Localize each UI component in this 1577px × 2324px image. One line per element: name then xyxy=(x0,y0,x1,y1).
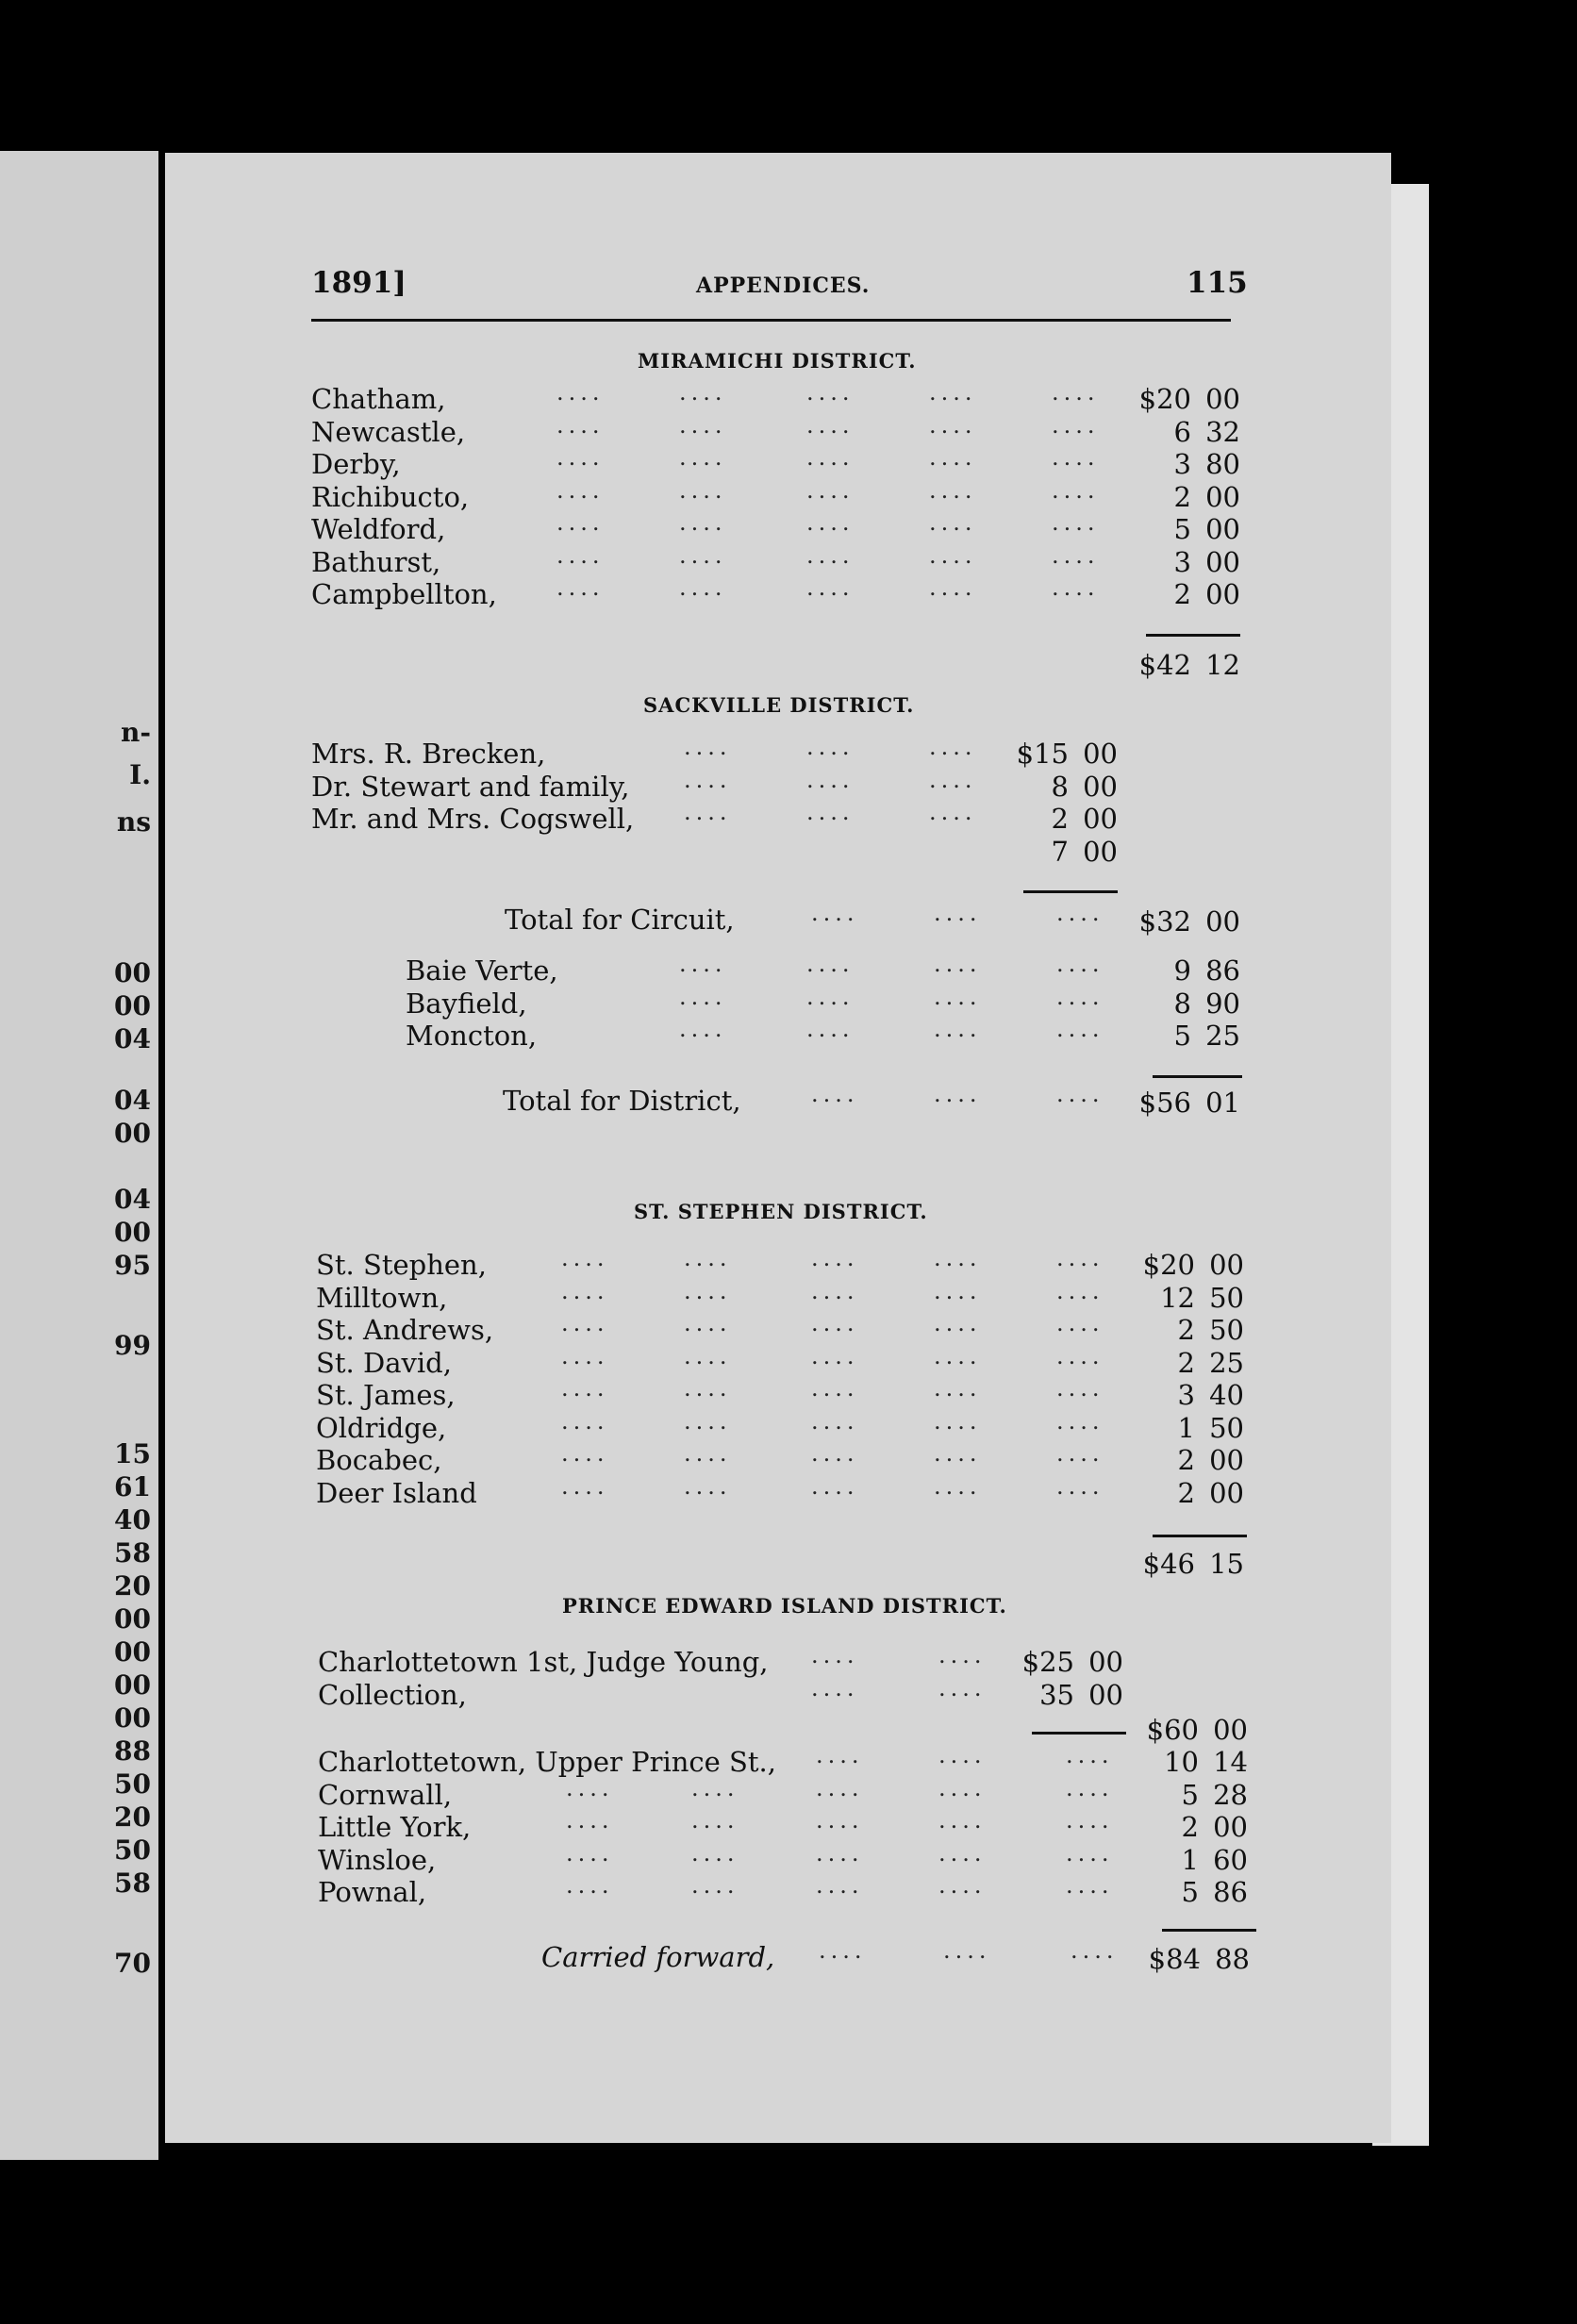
leader-dots: .... xyxy=(806,509,855,536)
carried-label: Carried forward, xyxy=(541,1941,775,1973)
leader-dots: .... xyxy=(811,1375,859,1402)
leader-dots: .... xyxy=(806,799,855,825)
leader-dots: .... xyxy=(566,1807,614,1834)
entry-name: Dr. Stewart and family, xyxy=(311,770,630,803)
entry-name: Chatham, xyxy=(311,383,446,415)
entry-name: St. David, xyxy=(316,1346,452,1379)
leader-dots: .... xyxy=(934,1245,982,1271)
leader-dots: .... xyxy=(938,1642,987,1668)
left-page-text: 00 xyxy=(114,1702,151,1734)
leader-dots: .... xyxy=(684,1440,732,1467)
leader-dots: .... xyxy=(816,1742,864,1768)
leader-dots: .... xyxy=(811,1081,859,1107)
leader-dots: .... xyxy=(806,766,855,793)
leader-dots: .... xyxy=(684,1342,732,1370)
leader-dots: .... xyxy=(1056,1245,1104,1271)
leader-dots: .... xyxy=(1056,951,1104,977)
circuit-label: Total for Circuit, xyxy=(505,904,735,936)
leader-dots: .... xyxy=(1052,444,1100,471)
leader-dots: .... xyxy=(1052,476,1100,504)
entry-amount: 3 80 xyxy=(1173,448,1240,480)
entry-name: Moncton, xyxy=(406,1020,538,1052)
entry-amount: 2 25 xyxy=(1177,1346,1244,1379)
leader-dots: .... xyxy=(561,1375,609,1402)
leader-dots: .... xyxy=(561,1245,609,1271)
entry-amount: 3 40 xyxy=(1177,1379,1244,1411)
leader-dots: .... xyxy=(556,476,605,504)
leader-dots: .... xyxy=(1052,411,1100,439)
leader-dots: .... xyxy=(679,509,727,536)
leader-dots: .... xyxy=(934,1277,982,1304)
leader-dots: .... xyxy=(679,411,727,439)
left-page-text: 00 xyxy=(114,957,151,988)
leader-dots: .... xyxy=(934,1440,982,1467)
leader-dots: .... xyxy=(679,951,727,977)
leader-dots: .... xyxy=(816,1807,864,1834)
entry-amount: 2 00 xyxy=(1173,480,1240,513)
district-label: Total for District, xyxy=(503,1085,741,1117)
leader-dots: .... xyxy=(679,541,727,569)
leader-dots: .... xyxy=(566,1839,614,1867)
total-rule xyxy=(1162,1929,1256,1932)
leader-dots: .... xyxy=(811,1342,859,1370)
left-page-text: 88 xyxy=(114,1735,151,1767)
leader-dots: .... xyxy=(691,1839,739,1867)
leader-dots: .... xyxy=(811,1277,859,1304)
leader-dots: .... xyxy=(679,983,727,1010)
entry-name: Bathurst, xyxy=(311,545,441,578)
leader-dots: .... xyxy=(556,509,605,536)
leader-dots: .... xyxy=(929,444,977,471)
entry-amount: 8 00 xyxy=(1051,770,1118,803)
left-page-text: 50 xyxy=(114,1768,151,1800)
left-page-text: 95 xyxy=(114,1250,151,1281)
leader-dots: .... xyxy=(1066,1774,1114,1801)
entry-amount: 12 50 xyxy=(1160,1281,1244,1314)
leader-dots: .... xyxy=(934,951,982,977)
leader-dots: .... xyxy=(806,734,855,760)
left-page-text: 04 xyxy=(114,1023,151,1054)
entry-amount: 2 00 xyxy=(1177,1444,1244,1476)
leader-dots: .... xyxy=(684,1310,732,1336)
leader-dots: .... xyxy=(934,1342,982,1370)
entry-amount: 5 25 xyxy=(1173,1020,1240,1052)
leader-dots: .... xyxy=(811,1407,859,1435)
entry-amount: $20 00 xyxy=(1138,383,1240,415)
leader-dots: .... xyxy=(806,411,855,439)
entry-name: Weldford, xyxy=(311,513,446,545)
entry-amount: 2 00 xyxy=(1177,1476,1244,1509)
leader-dots: .... xyxy=(566,1774,614,1801)
leader-dots: .... xyxy=(811,1642,859,1668)
leader-dots: .... xyxy=(1056,1277,1104,1304)
leader-dots: .... xyxy=(1056,1440,1104,1467)
entry-name: Oldridge, xyxy=(316,1411,447,1444)
leader-dots: .... xyxy=(934,1472,982,1500)
leader-dots: .... xyxy=(811,1310,859,1336)
leader-dots: .... xyxy=(561,1440,609,1467)
leader-dots: .... xyxy=(929,799,977,825)
leader-dots: .... xyxy=(556,379,605,406)
leader-dots: .... xyxy=(1056,1472,1104,1500)
left-page-text: 20 xyxy=(114,1801,151,1833)
leader-dots: .... xyxy=(934,1407,982,1435)
leader-dots: .... xyxy=(561,1277,609,1304)
leader-dots: .... xyxy=(938,1872,987,1899)
leader-dots: .... xyxy=(561,1310,609,1336)
leader-dots: .... xyxy=(561,1472,609,1500)
leader-dots: .... xyxy=(684,1277,732,1304)
leader-dots: .... xyxy=(679,1016,727,1042)
total-rule xyxy=(1153,1535,1247,1537)
leader-dots: .... xyxy=(1056,1375,1104,1402)
entry-name: Charlottetown, Upper Prince St., xyxy=(318,1746,776,1778)
leader-dots: .... xyxy=(806,983,855,1010)
leader-dots: .... xyxy=(1056,1407,1104,1435)
leader-dots: .... xyxy=(1056,1081,1104,1107)
entry-name: Winsloe, xyxy=(318,1843,437,1876)
entry-amount: 2 00 xyxy=(1051,803,1118,835)
left-page-text: 04 xyxy=(114,1085,151,1116)
left-page-text: 00 xyxy=(114,1636,151,1668)
left-page-text: I. xyxy=(129,759,151,790)
entry-amount: 1 60 xyxy=(1181,1843,1248,1876)
left-page-text: 00 xyxy=(114,1118,151,1149)
leader-dots: .... xyxy=(1056,1016,1104,1042)
leader-dots: .... xyxy=(811,1440,859,1467)
entry-name: Deer Island xyxy=(316,1476,477,1509)
leader-dots: .... xyxy=(566,1872,614,1899)
left-page-text: 00 xyxy=(114,990,151,1021)
left-page-text: 00 xyxy=(114,1603,151,1635)
entry-name: St. Stephen, xyxy=(316,1249,487,1281)
leader-dots: .... xyxy=(1052,574,1100,601)
entry-name: Newcastle, xyxy=(311,415,466,448)
entry-amount: $20 00 xyxy=(1142,1249,1244,1281)
leader-dots: .... xyxy=(679,444,727,471)
leader-dots: .... xyxy=(684,1245,732,1271)
leader-dots: .... xyxy=(1066,1742,1114,1768)
left-page-text: 70 xyxy=(114,1948,151,1979)
entry-name: Derby, xyxy=(311,448,401,480)
district-total: $42 12 xyxy=(1138,649,1240,681)
leader-dots: .... xyxy=(806,951,855,977)
leader-dots: .... xyxy=(816,1774,864,1801)
leader-dots: .... xyxy=(1066,1839,1114,1867)
entry-name: Collection, xyxy=(318,1678,467,1711)
entry-amount: 2 50 xyxy=(1177,1314,1244,1346)
leader-dots: .... xyxy=(934,1375,982,1402)
leader-dots: .... xyxy=(561,1342,609,1370)
carried-total: $84 88 xyxy=(1148,1943,1250,1975)
entry-name: Cornwall, xyxy=(318,1778,453,1811)
leader-dots: .... xyxy=(806,1016,855,1042)
leader-dots: .... xyxy=(691,1774,739,1801)
leader-dots: .... xyxy=(1066,1807,1114,1834)
leader-dots: .... xyxy=(556,541,605,569)
leader-dots: .... xyxy=(679,574,727,601)
leader-dots: .... xyxy=(1066,1872,1114,1899)
leader-dots: .... xyxy=(556,444,605,471)
leader-dots: .... xyxy=(1056,983,1104,1010)
header-title: APPENDICES. xyxy=(696,274,871,298)
entry-amount: 35 00 xyxy=(1039,1678,1123,1711)
leader-dots: .... xyxy=(684,766,732,793)
section-title: PRINCE EDWARD ISLAND DISTRICT. xyxy=(562,1594,1007,1618)
header-rule xyxy=(311,319,1231,322)
entry-amount: 6 32 xyxy=(1173,415,1240,448)
leader-dots: .... xyxy=(811,1245,859,1271)
leader-dots: .... xyxy=(684,1375,732,1402)
left-page-fragment xyxy=(0,151,158,2160)
header-year: 1891] xyxy=(311,266,407,300)
leader-dots: .... xyxy=(1052,509,1100,536)
section-title: SACKVILLE DISTRICT. xyxy=(643,693,915,717)
leader-dots: .... xyxy=(691,1807,739,1834)
entry-name: Charlottetown 1st, Judge Young, xyxy=(318,1646,769,1678)
left-page-text: 15 xyxy=(114,1438,151,1469)
leader-dots: .... xyxy=(929,476,977,504)
leader-dots: .... xyxy=(1056,900,1104,926)
leader-dots: .... xyxy=(556,411,605,439)
section-title: MIRAMICHI DISTRICT. xyxy=(638,349,917,373)
entry-name: St. Andrews, xyxy=(316,1314,494,1346)
leader-dots: .... xyxy=(816,1839,864,1867)
entry-name: Mr. and Mrs. Cogswell, xyxy=(311,803,635,835)
leader-dots: .... xyxy=(929,734,977,760)
leader-dots: .... xyxy=(1071,1937,1119,1964)
leader-dots: .... xyxy=(1052,541,1100,569)
leader-dots: .... xyxy=(684,799,732,825)
left-page-text: ns xyxy=(116,806,151,838)
entry-name: Mrs. R. Brecken, xyxy=(311,738,546,770)
left-page-text: 20 xyxy=(114,1570,151,1602)
leader-dots: .... xyxy=(938,1774,987,1801)
entry-name: Baie Verte, xyxy=(406,954,558,987)
entry-amount: 1 50 xyxy=(1177,1411,1244,1444)
leader-dots: .... xyxy=(806,379,855,406)
entry-name: Richibucto, xyxy=(311,480,470,513)
leader-dots: .... xyxy=(934,900,982,926)
entry-name: Bocabec, xyxy=(316,1444,442,1476)
entry-amount: 5 86 xyxy=(1181,1876,1248,1908)
leader-dots: .... xyxy=(806,541,855,569)
leader-dots: .... xyxy=(938,1674,987,1702)
leader-dots: .... xyxy=(938,1839,987,1867)
entry-name: Little York, xyxy=(318,1811,472,1843)
leader-dots: .... xyxy=(929,379,977,406)
entry-amount: 2 00 xyxy=(1173,578,1240,610)
leader-dots: .... xyxy=(934,983,982,1010)
entry-amount: 9 86 xyxy=(1173,954,1240,987)
entry-amount: 2 00 xyxy=(1181,1811,1248,1843)
circuit-total: $32 00 xyxy=(1138,905,1240,938)
subtotal-rule xyxy=(1032,1732,1126,1735)
entry-name: Milltown, xyxy=(316,1281,448,1314)
leader-dots: .... xyxy=(811,1674,859,1702)
district-total: $46 15 xyxy=(1142,1548,1244,1580)
entry-amount: 5 28 xyxy=(1181,1778,1248,1811)
district-total: $56 01 xyxy=(1138,1087,1240,1119)
left-page-text: n- xyxy=(121,717,151,748)
leader-dots: .... xyxy=(943,1937,991,1964)
leader-dots: .... xyxy=(684,1407,732,1435)
left-page-text: 99 xyxy=(114,1330,151,1361)
leader-dots: .... xyxy=(929,766,977,793)
leader-dots: .... xyxy=(929,411,977,439)
leader-dots: .... xyxy=(806,476,855,504)
total-rule xyxy=(1146,634,1240,637)
leader-dots: .... xyxy=(934,1310,982,1336)
leader-dots: .... xyxy=(929,541,977,569)
leader-dots: .... xyxy=(691,1872,739,1899)
leader-dots: .... xyxy=(934,1081,982,1107)
entry-name: Bayfield, xyxy=(406,987,527,1020)
leader-dots: .... xyxy=(811,900,859,926)
leader-dots: .... xyxy=(929,509,977,536)
leader-dots: .... xyxy=(1056,1310,1104,1336)
leader-dots: .... xyxy=(684,734,732,760)
leader-dots: .... xyxy=(1056,1342,1104,1370)
leader-dots: .... xyxy=(938,1742,987,1768)
entry-amount: $15 00 xyxy=(1016,738,1118,770)
leader-dots: .... xyxy=(929,574,977,601)
left-page-text: 58 xyxy=(114,1868,151,1899)
left-page-text: 40 xyxy=(114,1504,151,1536)
left-page-text: 00 xyxy=(114,1669,151,1701)
page-number: 115 xyxy=(1187,266,1248,300)
leader-dots: .... xyxy=(1052,379,1100,406)
entry-amount: 5 00 xyxy=(1173,513,1240,545)
leader-dots: .... xyxy=(679,476,727,504)
leader-dots: .... xyxy=(806,574,855,601)
total-rule xyxy=(1153,1075,1242,1078)
leader-dots: .... xyxy=(561,1407,609,1435)
left-page-text: 50 xyxy=(114,1834,151,1866)
entry-amount: 8 90 xyxy=(1173,987,1240,1020)
entry-name: Pownal, xyxy=(318,1876,427,1908)
leader-dots: .... xyxy=(938,1807,987,1834)
subtotal-rule xyxy=(1023,890,1118,893)
leader-dots: .... xyxy=(819,1937,867,1964)
entry-amount: 7 00 xyxy=(1051,835,1118,868)
entry-name: St. James, xyxy=(316,1379,456,1411)
entry-amount: $25 00 xyxy=(1021,1646,1123,1678)
leader-dots: .... xyxy=(679,379,727,406)
leader-dots: .... xyxy=(816,1872,864,1899)
left-page-text: 61 xyxy=(114,1471,151,1502)
subtotal-amount: $60 00 xyxy=(1146,1714,1248,1746)
entry-amount: 10 14 xyxy=(1164,1746,1248,1778)
left-page-text: 00 xyxy=(114,1217,151,1248)
entry-name: Campbellton, xyxy=(311,578,497,610)
left-page-text: 04 xyxy=(114,1184,151,1215)
leader-dots: .... xyxy=(556,574,605,601)
entry-amount: 3 00 xyxy=(1173,545,1240,578)
leader-dots: .... xyxy=(684,1472,732,1500)
leader-dots: .... xyxy=(811,1472,859,1500)
leader-dots: .... xyxy=(806,444,855,471)
leader-dots: .... xyxy=(934,1016,982,1042)
section-title: ST. STEPHEN DISTRICT. xyxy=(634,1200,928,1223)
left-page-text: 58 xyxy=(114,1537,151,1569)
